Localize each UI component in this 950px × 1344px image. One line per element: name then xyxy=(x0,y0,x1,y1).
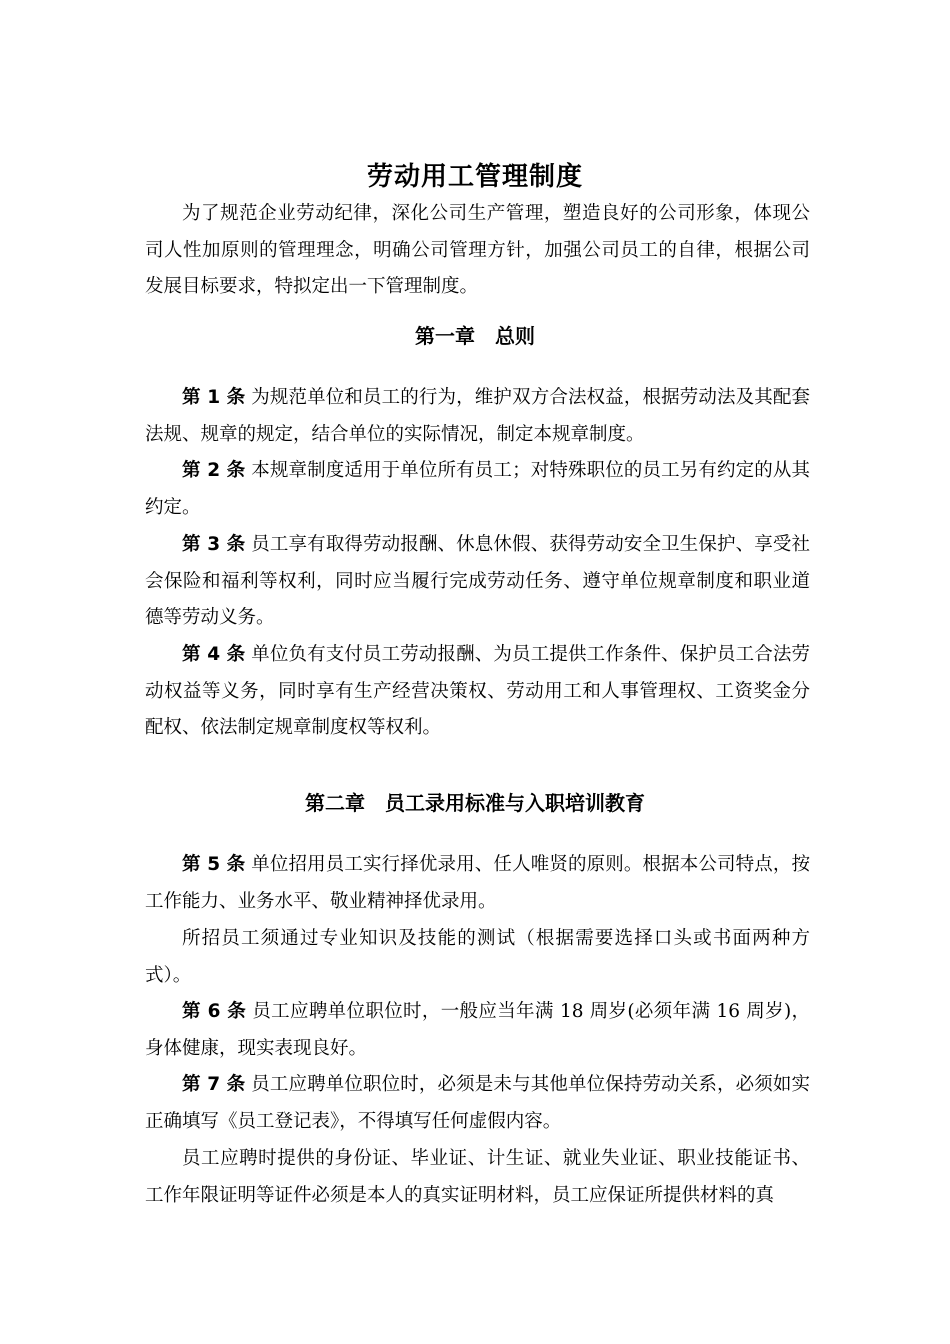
article-5-continuation xyxy=(145,921,810,994)
article-text: 所招员工须通过专业知识及技能的测试（根据需要选择口头或书面两种方式）。 xyxy=(145,928,810,986)
article-text: 员工应聘单位职位时，一般应当年满 18 周岁(必须年满 16 周岁)，身体健康，现实表现良好。 xyxy=(145,1001,810,1059)
article-text: 为规范单位和员工的行为，维护双方合法权益，根据劳动法及其配套法规、规章的规定，结合单位的实际情况，制定本规章制度。 xyxy=(145,387,810,445)
article-label: 第 4 条 xyxy=(182,644,246,665)
article-3 xyxy=(145,527,810,637)
article-label: 第 5 条 xyxy=(182,854,246,875)
document-title: 劳动用工管理制度 xyxy=(366,162,583,192)
article-label: 第 6 条 xyxy=(182,1001,247,1022)
article-5 xyxy=(145,847,810,920)
article-label: 第 7 条 xyxy=(182,1074,246,1095)
article-text: 员工应聘单位职位时，必须是未与其他单位保持劳动关系，必须如实正确填写《员工登记表》，不得填写任何虚假内容。 xyxy=(145,1074,810,1132)
article-label: 第 1 条 xyxy=(182,387,246,408)
article-text: 员工应聘时提供的身份证、毕业证、计生证、就业失业证、职业技能证书、工作年限证明等证件必须是本人的真实证明材料，员工应保证所提供材料的真 xyxy=(145,1148,810,1206)
article-text: 员工享有取得劳动报酬、休息休假、获得劳动安全卫生保护、享受社会保险和福利等权利，同时应当履行完成劳动任务、遵守单位规章制度和职业道德等劳动义务。 xyxy=(145,534,810,628)
article-1 xyxy=(145,380,810,453)
article-label: 第 2 条 xyxy=(182,460,246,481)
article-2 xyxy=(145,453,810,526)
article-4 xyxy=(145,637,810,747)
article-7 xyxy=(145,1067,810,1140)
chapter-1-heading: 第一章 总则 xyxy=(415,324,535,348)
article-6 xyxy=(145,994,810,1067)
chapter-2-heading: 第二章 员工录用标准与入职培训教育 xyxy=(305,791,645,815)
article-7-continuation xyxy=(145,1141,810,1214)
article-text: 单位负有支付员工劳动报酬、为员工提供工作条件、保护员工合法劳动权益等义务，同时享有生产经营决策权、劳动用工和人事管理权、工资奖金分配权、依法制定规章制度权等权利。 xyxy=(145,644,810,738)
article-label: 第 3 条 xyxy=(182,534,246,555)
article-text: 单位招用员工实行择优录用、任人唯贤的原则。根据本公司特点，按工作能力、业务水平、敬业精神择优录用。 xyxy=(145,854,810,912)
intro-paragraph: 为了规范企业劳动纪律，深化公司生产管理，塑造良好的公司形象，体现公司人性加原则的管理理念，明确公司管理方针，加强公司员工的自律，根据公司发展目标要求，特拟定出一下管理制度。 xyxy=(145,203,810,297)
article-text: 本规章制度适用于单位所有员工；对特殊职位的员工另有约定的从其约定。 xyxy=(145,460,810,518)
